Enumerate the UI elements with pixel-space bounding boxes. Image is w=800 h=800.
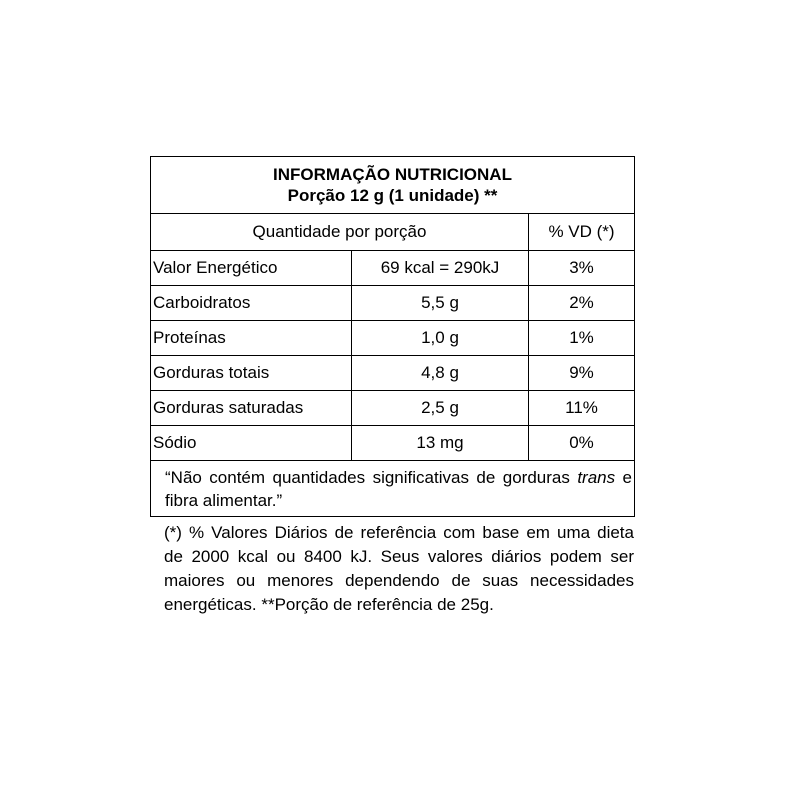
nutrition-table — [150, 156, 635, 517]
table-row — [151, 356, 635, 391]
nutrient-quantity: 13 mg — [352, 426, 529, 461]
nutrient-vd: 0% — [529, 426, 635, 461]
note-text-italic: trans — [577, 468, 616, 487]
serving-size: Porção 12 g (1 unidade) ** — [287, 186, 498, 205]
nutrient-vd: 3% — [529, 251, 635, 286]
note-text-end: e fibra alimentar.” — [165, 468, 633, 510]
footnote: (*) % Valores Diários de referência com base em uma dieta de 2000 kcal ou 8400 kJ. Seus valores diários podem ser maiores ou menores dependendo de suas necessidades energéticas. **Porção de referência de 25g. — [164, 523, 634, 614]
note-row — [151, 461, 635, 517]
nutrition-label — [150, 156, 634, 617]
nutrient-quantity: 1,0 g — [352, 321, 529, 356]
nutrient-name: Proteínas — [151, 321, 352, 356]
title-cell — [151, 157, 635, 214]
header-row — [151, 214, 635, 251]
table-row — [151, 391, 635, 426]
nutrient-vd: 2% — [529, 286, 635, 321]
nutrient-quantity: 2,5 g — [352, 391, 529, 426]
nutrient-vd: 11% — [529, 391, 635, 426]
table-row — [151, 321, 635, 356]
nutrient-name: Valor Energético — [151, 251, 352, 286]
nutrient-name: Gorduras totais — [151, 356, 352, 391]
header-quantity: Quantidade por porção — [151, 214, 529, 251]
table-row — [151, 426, 635, 461]
nutrient-quantity: 4,8 g — [352, 356, 529, 391]
title-row — [151, 157, 635, 214]
nutrient-name: Gorduras saturadas — [151, 391, 352, 426]
nutrient-name: Sódio — [151, 426, 352, 461]
nutrient-name: Carboidratos — [151, 286, 352, 321]
nutrient-vd: 9% — [529, 356, 635, 391]
table-row — [151, 251, 635, 286]
nutrient-vd: 1% — [529, 321, 635, 356]
nutrient-quantity: 69 kcal = 290kJ — [352, 251, 529, 286]
table-title: INFORMAÇÃO NUTRICIONAL — [273, 165, 512, 184]
nutrient-quantity: 5,5 g — [352, 286, 529, 321]
note-cell — [151, 461, 635, 517]
note-text-start: “Não contém quantidades significativas de gorduras — [165, 468, 578, 487]
table-row — [151, 286, 635, 321]
header-vd: % VD (*) — [529, 214, 635, 251]
